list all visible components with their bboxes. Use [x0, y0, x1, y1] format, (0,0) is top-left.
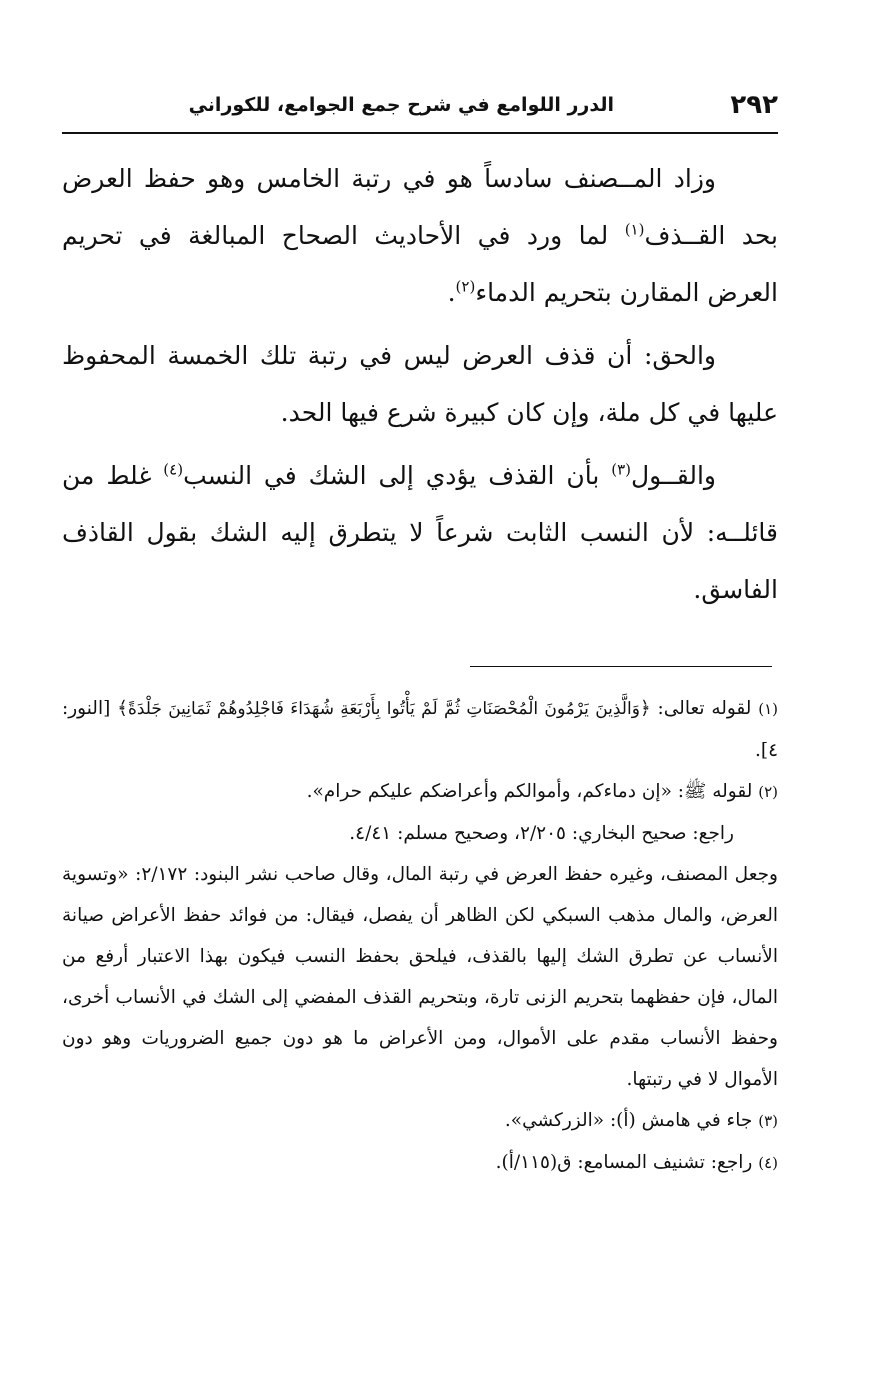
footnote-ref-1: (١) [624, 220, 645, 239]
paragraph-1-text-c: . [447, 278, 456, 307]
footnotes [62, 688, 778, 1184]
paragraph-1-text-b: لما ورد في الأحاديث الصحاح المبالغة في تحريم العرض المقارن بتحريم الدماء [62, 221, 778, 307]
footnote-2-text: لقوله ﷺ: «إن دماءكم، وأموالكم وأعراضكم عليكم حرام». [306, 781, 759, 802]
header-rule [62, 132, 778, 134]
paragraph-1-text-a: وزاد المــصنف سادساً هو في رتبة الخامس وهو حفظ العرض بحد القــذف [62, 164, 779, 250]
main-text [62, 150, 778, 624]
paragraph-3-text-b: بأن القذف يؤدي إلى الشك في النسب [183, 461, 612, 490]
footnote-ref-2: (٢) [455, 277, 476, 296]
page-number: ٢٩٢ [730, 90, 778, 120]
running-title: الدرر اللوامع في شرح جمع الجوامع، للكوراني [188, 94, 614, 116]
footnote-1-text-a: لقوله تعالى: ﴿ [639, 698, 759, 719]
footnote-4-text: راجع: تشنيف المسامع: ق(١١٥/أ). [495, 1152, 759, 1173]
quran-verse: وَالَّذِينَ يَرْمُونَ الْمُحْصَنَاتِ ثُمَّ لَمْ يَأْتُوا بِأَرْبَعَةِ شُهَدَاءَ فَاجْلِدُوهُمْ ثَمَانِينَ جَلْدَةً [127, 699, 640, 719]
footnote-ref-4: (٤) [163, 460, 184, 479]
footnote-3 [62, 1100, 778, 1142]
footnote-3-number: (٣) [758, 1112, 778, 1130]
footnote-1-number: (١) [758, 700, 778, 718]
paragraph-3-text-a: والقــول [630, 461, 716, 490]
footnote-1 [62, 688, 778, 771]
paragraph-1 [62, 150, 778, 321]
footnote-2-reference: راجع: صحيح البخاري: ٢/٢٠٥، وصحيح مسلم: ٤/٤١. [349, 823, 734, 844]
footnote-ref-3: (٣) [611, 460, 631, 479]
footnote-separator [470, 666, 772, 667]
footnote-4-number: (٤) [758, 1154, 778, 1172]
footnote-2 [62, 771, 778, 813]
page-header [62, 86, 778, 130]
paragraph-3-text-c: غلط من قائلــه: لأن النسب الثابت شرعاً لا يتطرق إليه الشك بقول القاذف الفاسق. [62, 461, 778, 604]
footnote-1-text-b: ﴾ [النور: ٤]. [62, 698, 778, 761]
footnote-2-commentary: وجعل المصنف، وغيره حفظ العرض في رتبة المال، وقال صاحب نشر البنود: ٢/١٧٢: «وتسوية العرض، والمال مذهب السبكي لكن الظاهر أن يفصل، فيقال: من فوائد حفظ الأعراض صيانة الأنساب عن تطرق الشك إليها بالقذف، فيلحق بحفظ النسب فيكون بهذا الاعتبار أرفع من المال، فإن حفظهما بتحريم الزنى تارة، وبتحريم القذف المفضي إلى الشك في الأنساب أخرى، وحفظ الأنساب مقدم على الأموال، ومن الأعراض ما هو دون جميع الضروريات وهو دون الأموال لا في رتبتها. [62, 864, 778, 1090]
footnote-3-text: جاء في هامش (أ): «الزركشي». [504, 1110, 759, 1131]
paragraph-2: والحق: أن قذف العرض ليس في رتبة تلك الخمسة المحفوظ عليها في كل ملة، وإن كان كبيرة شرع فيها الحد. [62, 341, 778, 427]
footnote-2-number: (٢) [758, 783, 778, 801]
paragraph-3 [62, 447, 778, 618]
footnote-4 [62, 1142, 778, 1184]
